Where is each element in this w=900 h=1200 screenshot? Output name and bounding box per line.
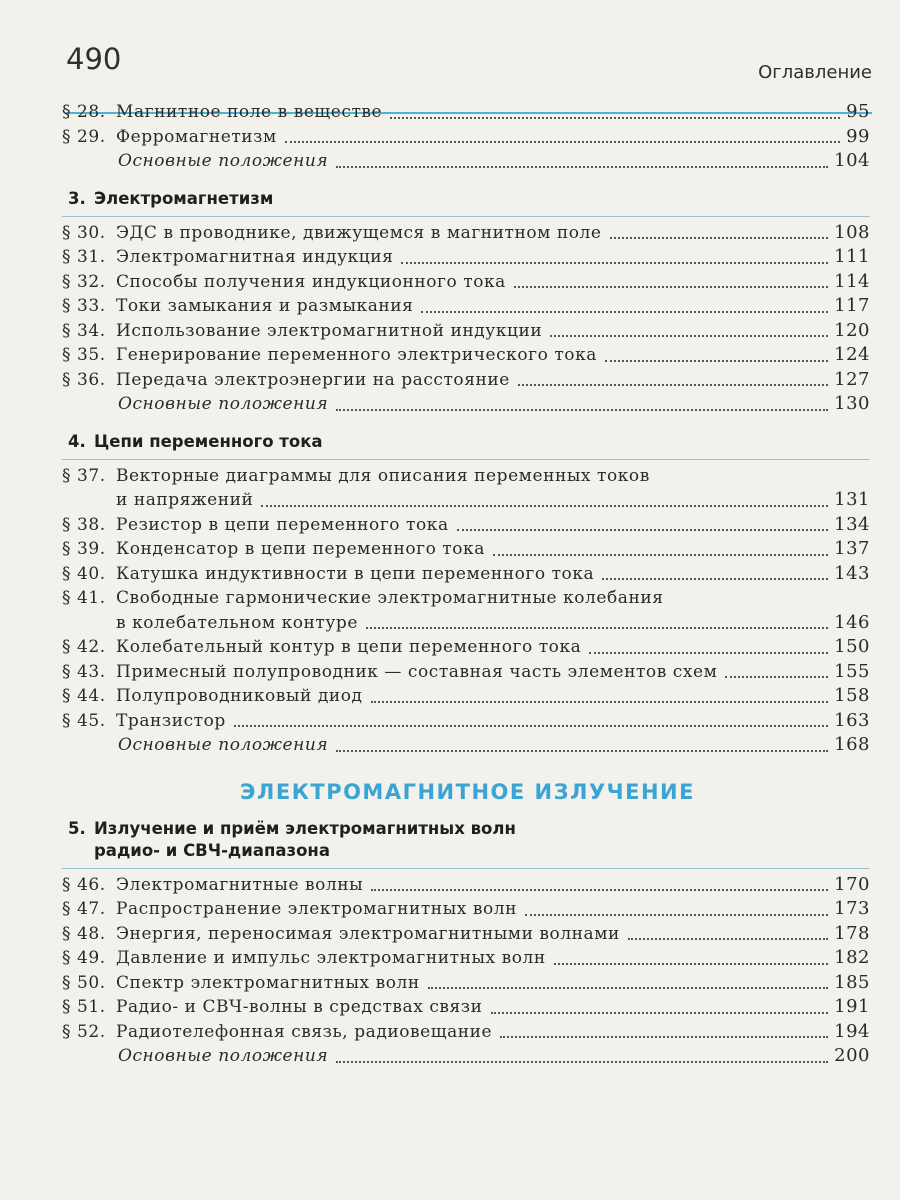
toc-entry [62,897,870,922]
entry-page: 99 [846,125,870,147]
toc-entry [62,995,870,1020]
toc-entry [62,270,870,295]
chapter-title [94,818,516,862]
entry-number: § 29. [62,126,106,147]
entry-title: Радио- и СВЧ-волны в средствах связи [116,997,483,1017]
entry-page: 137 [834,538,870,559]
entry-page: 200 [834,1045,870,1066]
dot-leader [336,1061,828,1063]
chapter-number: 4. [68,431,86,451]
chapter-title [94,431,323,453]
running-title: Оглавление [758,62,872,83]
entry-number: § 28. [62,102,106,122]
entry-title: Электромагнитная индукция [116,247,394,267]
chapter-title-line: Цепи переменного тока [94,431,323,451]
toc-entry [62,660,870,685]
chapter-heading [68,188,870,210]
toc-entry [62,294,870,319]
entry-number: § 50. [62,972,106,993]
toc-entry [62,684,870,709]
dot-leader [457,529,829,531]
toc-entry [62,946,870,971]
entry-title: Полупроводниковый диод [116,686,363,706]
entry-number: § 32. [62,271,106,292]
entry-page: 182 [834,947,870,968]
entry-title: Электромагнитные волны [116,874,364,895]
dot-leader [336,166,828,168]
summary-entry [62,392,870,417]
toc-entry-continuation [62,488,870,513]
dot-leader [514,286,828,288]
entry-title: Ферромагнетизм [116,126,277,147]
dot-leader [421,311,828,313]
entry-title-continued: в колебательном контуре [116,612,358,633]
entry-title: Распространение электромагнитных волн [116,899,517,919]
dot-leader [554,963,828,965]
toc-entry [62,513,870,538]
entry-page: 104 [834,150,870,171]
entry-page: 131 [834,489,870,510]
entry-number: § 52. [62,1021,106,1042]
entry-title: Способы получения индукционного тока [116,271,506,292]
entry-number: § 48. [62,923,106,944]
entry-title: Энергия, переносимая электромагнитными волнами [116,923,620,944]
dot-leader [518,384,828,386]
entry-number: § 49. [62,948,106,968]
summary-entry [62,733,870,758]
toc-entry [62,100,870,125]
chapter-number: 3. [68,188,86,208]
toc-entry [62,1020,870,1045]
entry-title: Примесный полупроводник — составная часть элементов схем [116,661,718,682]
entry-number: § 51. [62,997,106,1017]
part-title: ЭЛЕКТРОМАГНИТНОЕ ИЗЛУЧЕНИЕ [240,779,695,804]
toc-entry [62,922,870,947]
entry-page: 143 [834,562,870,584]
entry-title: Использование электромагнитной индукции [116,320,543,341]
dot-leader [628,938,828,940]
chapter-heading [68,431,870,453]
dot-leader [261,505,828,507]
toc-entry [62,221,870,246]
entry-number: § 40. [62,563,106,584]
dot-leader [602,578,828,580]
entry-page: 168 [834,734,870,755]
dot-leader [401,262,828,264]
entry-title: Конденсатор в цепи переменного тока [116,539,485,559]
page-header [66,40,872,83]
entry-title: Давление и импульс электромагнитных волн [116,948,546,968]
entry-number: § 45. [62,710,106,731]
entry-title: Колебательный контур в цепи переменного тока [116,637,582,657]
entry-page: 108 [834,221,870,243]
toc-entry [62,343,870,368]
summary-entry [62,149,870,174]
page-number: 490 [66,42,122,76]
entry-number: § 46. [62,874,106,895]
entry-title: Основные положения [118,735,329,755]
dot-leader [285,141,840,143]
entry-page: 150 [834,636,870,657]
toc-entry [62,464,870,489]
entry-title: Магнитное поле в веществе [116,102,383,122]
entry-title: Транзистор [116,710,226,731]
toc-entry [62,537,870,562]
dot-leader [366,627,828,629]
entry-page: 117 [834,295,870,316]
entry-number: § 33. [62,296,106,316]
entry-page: 111 [834,246,870,267]
entry-title-continued: и напряжений [116,490,254,510]
toc-entry [62,368,870,393]
toc-entry [62,125,870,150]
entry-page: 170 [834,873,870,895]
chapter-rule [62,216,870,217]
entry-page: 114 [834,270,870,292]
toc-entry [62,562,870,587]
toc-entry-continuation [62,611,870,636]
entry-page: 127 [834,368,870,390]
entry-title: Радиотелефонная связь, радиовещание [116,1021,493,1042]
toc-entry [62,873,870,898]
dot-leader [336,409,828,411]
entry-number: § 44. [62,686,106,706]
dot-leader [605,360,828,362]
dot-leader [234,725,828,727]
toc-entry [62,709,870,734]
entry-page: 146 [834,611,870,633]
entry-title: Основные положения [118,394,329,414]
entry-page: 120 [834,319,870,341]
dot-leader [371,701,829,703]
dot-leader [589,652,828,654]
entry-number: § 30. [62,222,106,243]
entry-title: Свободные гармонические электромагнитные колебания [116,588,664,608]
entry-title: Катушка индуктивности в цепи переменного тока [116,563,595,584]
toc-entry [62,635,870,660]
dot-leader [725,676,828,678]
chapter-title-line: Излучение и приём электромагнитных волн [94,818,516,838]
entry-title: Резистор в цепи переменного тока [116,514,449,535]
entry-page: 124 [834,344,870,365]
dot-leader [610,237,829,239]
entry-number: § 43. [62,661,106,682]
entry-number: § 34. [62,320,106,341]
toc-entry [62,586,870,611]
dot-leader [500,1036,828,1038]
entry-page: 185 [834,971,870,993]
dot-leader [493,554,828,556]
entry-title: Передача электроэнергии на расстояние [116,369,510,390]
entry-title: Основные положения [118,151,329,171]
entry-title: Основные положения [118,1046,329,1066]
entry-number: § 37. [62,465,106,486]
entry-title: Спектр электромагнитных волн [116,972,420,993]
entry-page: 134 [834,513,870,535]
entry-page: 194 [834,1020,870,1042]
dot-leader [371,889,828,891]
toc-entry [62,971,870,996]
dot-leader [390,117,840,119]
toc-entry [62,245,870,270]
entry-number: § 31. [62,247,106,267]
entry-number: § 39. [62,539,106,559]
toc-entry [62,319,870,344]
entry-number: § 35. [62,345,106,365]
entry-page: 178 [834,922,870,944]
chapter-number: 5. [68,818,86,838]
entry-page: 191 [834,996,870,1017]
chapter-rule [62,868,870,869]
entry-title: Токи замыкания и размыкания [116,296,414,316]
entry-number: § 36. [62,369,106,390]
entry-number: § 38. [62,514,106,535]
dot-leader [428,987,828,989]
dot-leader [550,335,828,337]
chapter-rule [62,459,870,460]
chapter-heading [68,818,870,862]
entry-page: 163 [834,709,870,731]
chapter-title [94,188,273,210]
entry-title: ЭДС в проводнике, движущемся в магнитном поле [116,222,602,243]
entry-number: § 42. [62,637,106,657]
entry-page: 158 [834,685,870,706]
chapter-title-line: Электромагнетизм [94,188,274,208]
entry-title: Генерирование переменного электрического тока [116,345,597,365]
dot-leader [336,750,828,752]
entry-number: § 47. [62,899,106,919]
entry-page: 173 [834,898,870,919]
entry-page: 95 [846,101,870,122]
summary-entry [62,1044,870,1069]
table-of-contents [62,100,870,1069]
entry-page: 155 [834,660,870,682]
chapter-title-line: радио- и СВЧ-диапазона [94,840,330,860]
dot-leader [525,914,828,916]
entry-number: § 41. [62,588,106,608]
dot-leader [491,1012,829,1014]
entry-page: 130 [834,393,870,414]
entry-title: Векторные диаграммы для описания переменных токов [116,465,650,486]
